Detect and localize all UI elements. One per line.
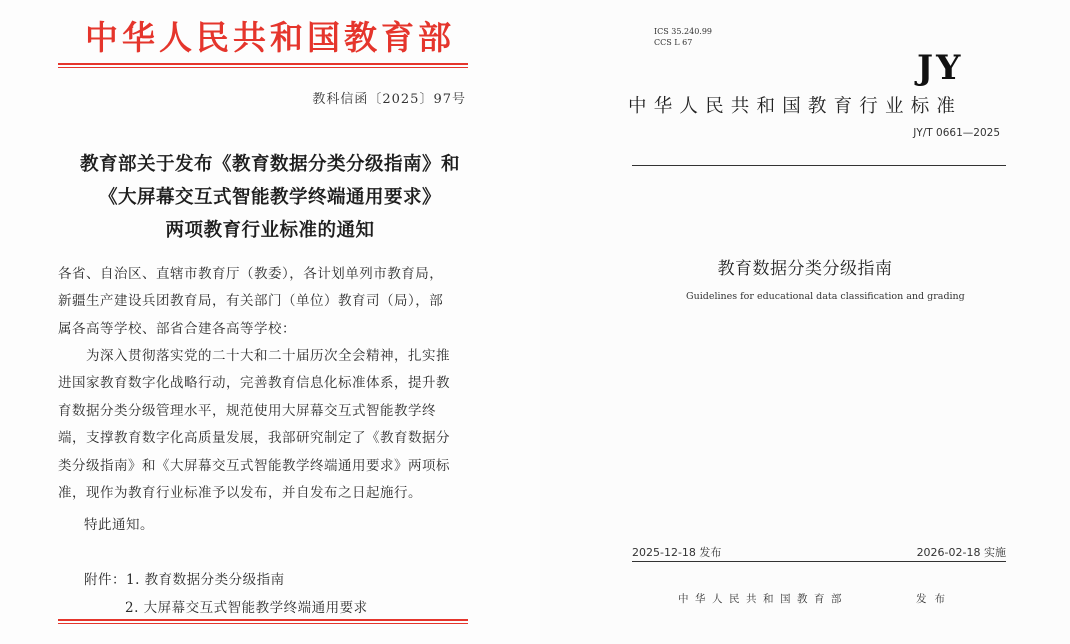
body-line: 育数据分类分级管理水平，规范使用大屏幕交互式智能教学终 (58, 402, 436, 419)
attachment-item-2: 2. 大屏幕交互式智能教学终端通用要求 (125, 600, 368, 616)
jy-logo: JY (917, 48, 964, 88)
effective-date: 2026-02-18 实施 (916, 546, 1006, 559)
standard-category-title: 中华人民共和国教育行业标准 (628, 96, 963, 117)
body-line: 进国家教育数字化战略行动，完善教育信息化标准体系，提升教 (58, 375, 450, 392)
letterhead-rule-thick (58, 63, 468, 65)
letterhead-rule-thin (58, 67, 468, 68)
document-number: 教科信函〔2025〕97号 (312, 92, 466, 107)
body-line: 为深入贯彻落实党的二十大和二十届历次全会精神，扎实推 (58, 348, 450, 364)
addressee-line: 新疆生产建设兵团教育局，有关部门（单位）教育司（局），部 (58, 293, 444, 310)
issuer-name: 中华人民共和国教育部 (678, 593, 848, 605)
attachment-item-1: 附件：1. 教育数据分类分级指南 (84, 572, 285, 588)
footer-rule-thick (58, 619, 468, 621)
closing-remark: 特此通知。 (84, 517, 154, 533)
ics-code: ICS 35.240.99 (654, 27, 713, 36)
ccs-code: CCS L 67 (654, 38, 693, 47)
footer-divider (632, 561, 1006, 562)
body-line: 准，现作为教育行业标准予以发布，并自发布之日起施行。 (58, 485, 422, 502)
addressee-line: 属各高等学校、部省合建各高等学校： (58, 320, 296, 337)
footer-rule-thin (58, 623, 468, 624)
notice-title-line-3: 两项教育行业标准的通知 (165, 220, 375, 241)
notice-title-line-2: 《大屏幕交互式智能教学终端通用要求》 (98, 187, 441, 208)
issue-date: 2025-12-18 发布 (632, 546, 722, 559)
body-line: 类分级指南》和《大屏幕交互式智能教学终端通用要求》两项标 (58, 457, 450, 474)
ministry-letterhead: 中华人民共和国教育部 (85, 18, 455, 57)
addressee-line: 各省、自治区、直辖市教育厅（教委），各计划单列市教育局， (58, 266, 444, 282)
notice-title-line-1: 教育部关于发布《教育数据分类分级指南》和 (79, 154, 460, 175)
standard-title-cn: 教育数据分类分级指南 (717, 259, 893, 279)
body-paragraph (58, 343, 474, 507)
standard-code: JY/T 0661—2025 (913, 127, 1000, 139)
standard-cover-page (540, 0, 1070, 644)
header-divider (632, 165, 1006, 166)
addressee-block (58, 261, 474, 343)
body-line: 端，支撑教育数字化高质量发展，我部研究制定了《教育数据分 (58, 430, 450, 447)
standard-title-en: Guidelines for educational data classification and grading (686, 291, 965, 302)
publish-label: 发布 (916, 593, 953, 605)
